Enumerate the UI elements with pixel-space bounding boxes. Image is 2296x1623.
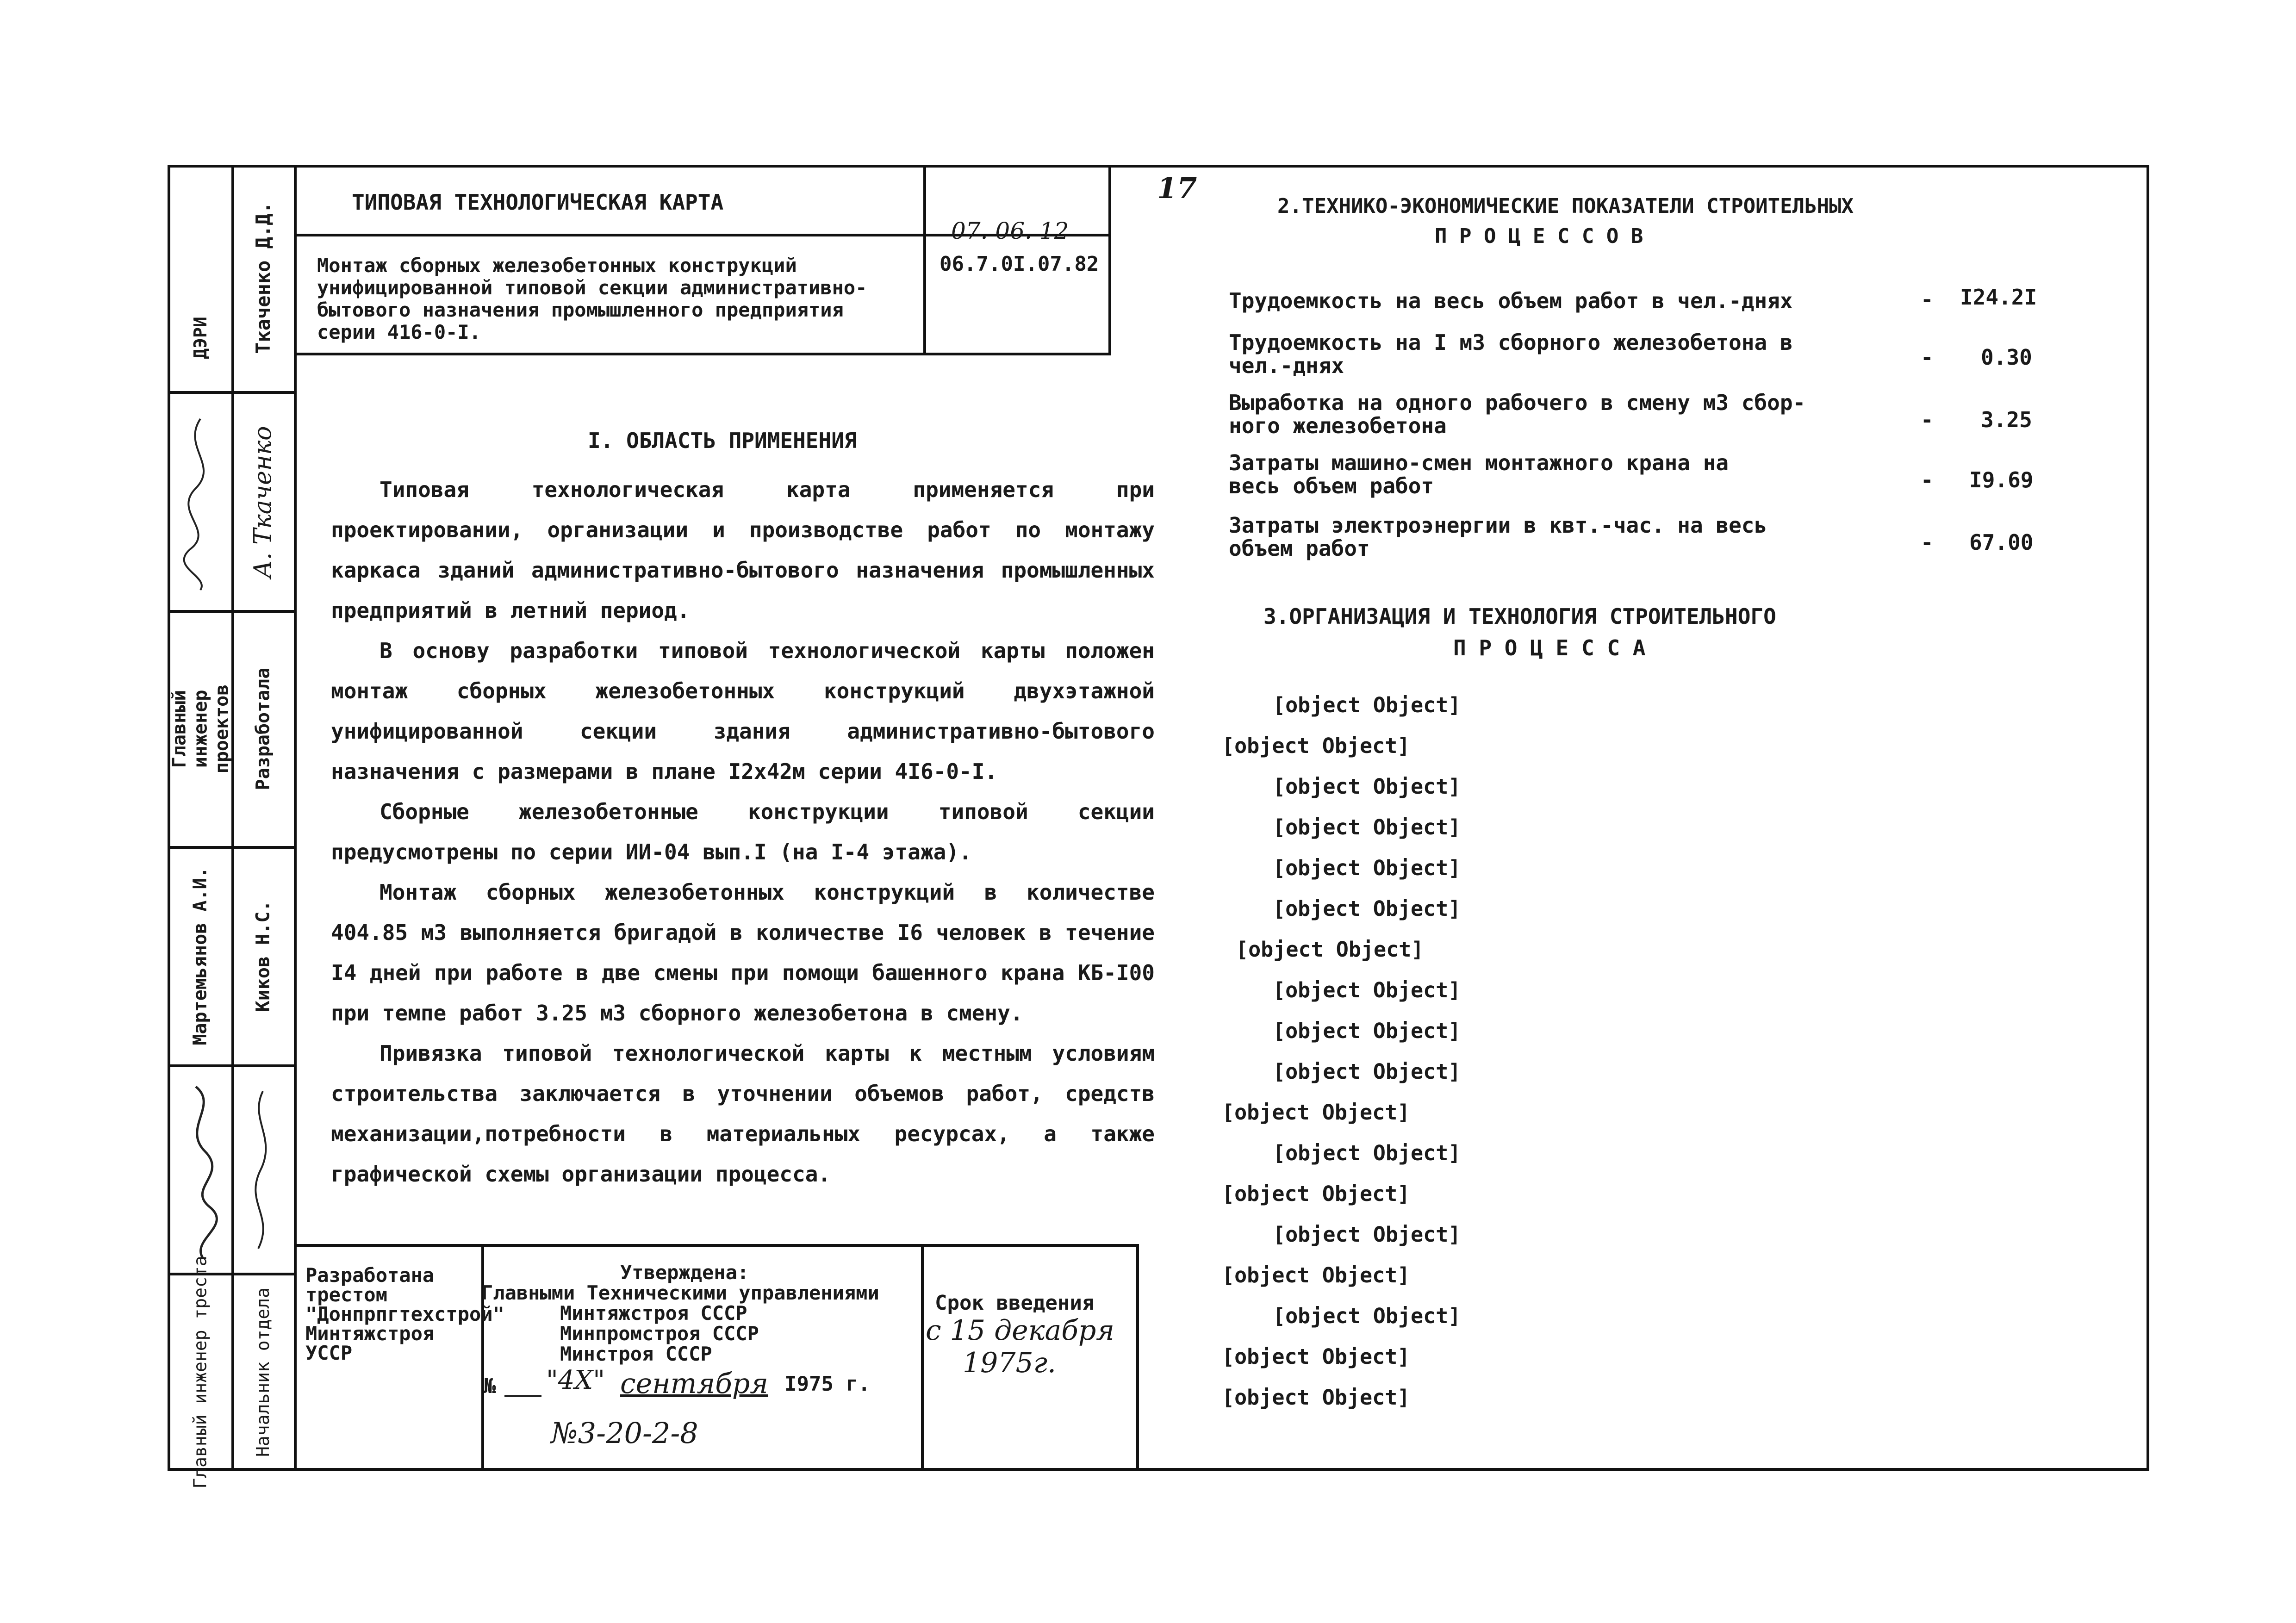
side-role-head-department: Начальник отдела xyxy=(253,1287,274,1457)
stamp-code-handwritten: 07. 06. 12 xyxy=(951,218,1069,244)
section1-paragraph: Сборные железобетонные конструкции типовой секции предусмотрены по серии ИИ-04 вып.I (на I-4 этажа). xyxy=(331,799,1155,864)
page-number: 17 xyxy=(1157,171,1197,205)
section3-text xyxy=(1222,685,2129,1418)
indicator-label-5: Затраты электроэнергии в квт.-час. на весь объем работ xyxy=(1229,513,1767,561)
section3-line: [object Object] xyxy=(1273,1141,1461,1165)
section3-line: [object Object] xyxy=(1273,896,1461,921)
section3-title-line2: П Р О Ц Е С С А xyxy=(1453,635,1646,660)
order-date-year: I975 г. xyxy=(784,1372,871,1396)
section3-line: [object Object] xyxy=(1273,978,1461,1002)
section1-paragraph: Привязка типовой технологической карты к местным условиям строительства заключается в уточнении объемов работ, средств механизации,потребности в материальных ресурсах, а также графической схемы организации процесса. xyxy=(331,1041,1155,1187)
section3-line: [object Object] xyxy=(1222,1344,1410,1369)
indicator-label-1: Трудоемкость на весь объем работ в чел.-днях xyxy=(1229,288,1793,313)
indicator-label-3: Выработка на одного рабочего в смену м3 сбор- ного железобетона xyxy=(1229,390,1806,438)
stamp-subtitle: Монтаж сборных железобетонных конструкций унифицированной типовой секции административно- бытового назначения промышленного предприятия серии 416-0-I. xyxy=(317,254,867,343)
section3-line: [object Object] xyxy=(1273,1304,1461,1328)
section3-title-line1: 3.ОРГАНИЗАЦИЯ И ТЕХНОЛОГИЯ СТРОИТЕЛЬНОГО xyxy=(1263,604,1776,629)
intro-date-line1: с 15 декабря xyxy=(926,1314,1114,1347)
approved-by: Главными Техническими управлениями Минтяжстроя СССР Минпромстроя СССР Минстроя СССР xyxy=(481,1281,879,1365)
side-name-martemyanov: Мартемьянов А.И. xyxy=(190,867,211,1045)
section1-text xyxy=(331,470,1155,1194)
side-signature-tkachenko: А. Ткаченко xyxy=(249,426,277,578)
side-signature-2 xyxy=(171,1069,230,1270)
section1-paragraph: Монтаж сборных железобетонных конструкций в количестве 404.85 м3 выполняется бригадой в количестве I6 человек в течение I4 дней при работе в две смены при помощи башенного крана КБ-I00 при темпе работ 3.25 м3 сборного железобетона в смену. xyxy=(331,880,1155,1026)
indicator-value-3: 3.25 xyxy=(1981,407,2032,432)
side-name-tkachenko: Ткаченко Д.Д. xyxy=(251,201,274,354)
section3-line: [object Object] xyxy=(1273,693,1461,717)
order-prefix: № xyxy=(484,1374,496,1398)
side-signature-1 xyxy=(171,396,230,609)
section1-paragraph: Типовая технологическая карта применяется при проектировании, организации и производстве работ по монтажу каркаса зданий административно-бытового назначения промышленных предприятий в летний период. xyxy=(331,477,1155,623)
section1-title: I. ОБЛАСТЬ ПРИМЕНЕНИЯ xyxy=(588,428,857,453)
section3-line: [object Object] xyxy=(1273,1019,1461,1043)
section3-line: [object Object] xyxy=(1222,1263,1410,1287)
section3-line: [object Object] xyxy=(1273,856,1461,880)
indicator-value-2: 0.30 xyxy=(1981,345,2032,370)
section3-line: [object Object] xyxy=(1222,1181,1410,1206)
intro-label: Срок введения xyxy=(935,1291,1095,1315)
section3-line: [object Object] xyxy=(1222,1385,1410,1410)
indicator-value-1: I24.2I xyxy=(1960,285,2037,310)
side-name-kikov: Киков Н.С. xyxy=(252,900,274,1012)
stamp-title: ТИПОВАЯ ТЕХНОЛОГИЧЕСКАЯ КАРТА xyxy=(352,190,724,215)
section3-line: [object Object] xyxy=(1222,1100,1410,1125)
section2-title-line2: П Р О Ц Е С С О В xyxy=(1435,224,1643,248)
intro-date-line2: 1975г. xyxy=(963,1347,1057,1379)
side-sign-label: ДЭРИ xyxy=(190,317,211,359)
section3-line: [object Object] xyxy=(1273,1222,1461,1247)
side-role-chief-engineer: Главный инженер проектов xyxy=(168,684,232,774)
indicator-dash-2: - xyxy=(1921,345,1934,370)
indicator-dash-5: - xyxy=(1921,530,1934,555)
section1-paragraph: В основу разработки типовой технологической карты положен монтаж сборных железобетонных конструкций двухэтажной унифицированной секции здания административно-бытового назначения с размерами в плане I2x42м серии 4I6-0-I. xyxy=(331,638,1155,784)
indicator-value-4: I9.69 xyxy=(1969,467,2034,492)
indicator-label-2: Трудоемкость на I м3 сборного железобетона в чел.-днях xyxy=(1229,330,1793,378)
stamp-code: 06.7.0I.07.82 xyxy=(940,252,1099,276)
side-role-developed: Разработала xyxy=(252,667,274,790)
order-date-day: "4Х" xyxy=(546,1365,605,1395)
indicator-label-4: Затраты машино-смен монтажного крана на весь объем работ xyxy=(1229,450,1729,498)
approved-title: Утверждена: xyxy=(620,1261,749,1284)
indicator-dash-1: - xyxy=(1921,287,1934,312)
section3-line: [object Object] xyxy=(1273,1059,1461,1084)
section3-line: [object Object] xyxy=(1236,937,1424,962)
order-date-month: сентября xyxy=(620,1368,769,1400)
side-signature-3 xyxy=(234,1069,292,1270)
indicator-dash-3: - xyxy=(1921,407,1934,432)
indicator-value-5: 67.00 xyxy=(1969,530,2034,555)
order-number: №3-20-2-8 xyxy=(551,1416,698,1450)
section3-line: [object Object] xyxy=(1273,774,1461,799)
side-role-chief-engineer-trust: Главный инженер треста xyxy=(190,1255,211,1489)
section3-line: [object Object] xyxy=(1273,815,1461,839)
section2-title-line1: 2.ТЕХНИКО-ЭКОНОМИЧЕСКИЕ ПОКАЗАТЕЛИ СТРОИТЕЛЬНЫХ xyxy=(1277,194,1854,218)
section3-line: [object Object] xyxy=(1222,734,1410,758)
indicator-dash-4: - xyxy=(1921,467,1934,492)
developed-by: Разработана трестом "Донпрпгтехстрой" Минтяжстроя УССР xyxy=(305,1264,504,1364)
